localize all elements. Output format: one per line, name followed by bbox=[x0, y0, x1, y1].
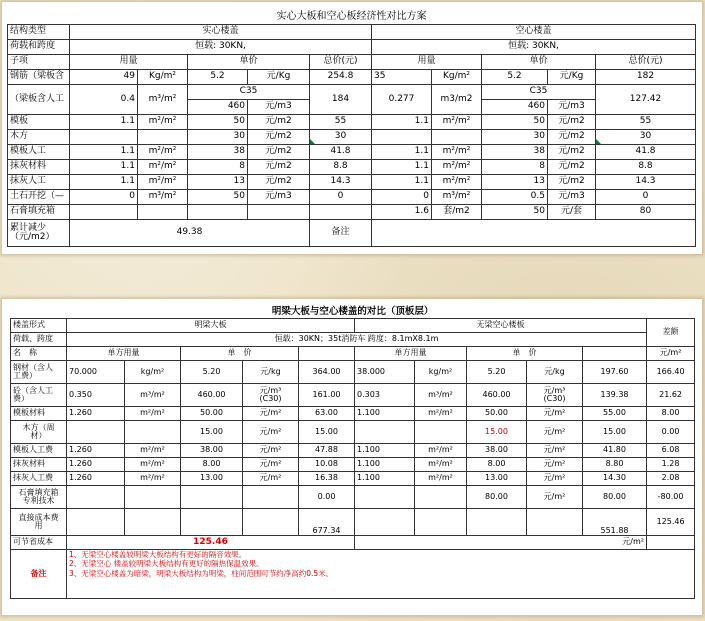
cell-unit: kg/m² bbox=[125, 361, 181, 384]
cell-price-unit: 元/m2 bbox=[248, 160, 310, 175]
blank-cell bbox=[467, 509, 527, 536]
header-price-a: 单 价 bbox=[181, 347, 299, 361]
cell-price-unit: 元/m3 bbox=[248, 100, 310, 115]
cell-total: 8.80 bbox=[583, 458, 647, 472]
header-total-solid: 总价(元) bbox=[310, 55, 372, 70]
table-row bbox=[11, 486, 695, 509]
cell-price: 50 bbox=[188, 115, 248, 130]
row-name: 模板人工费 bbox=[11, 444, 67, 458]
cell-unit: 套/m2 bbox=[432, 205, 482, 220]
cell-grade: C35 bbox=[188, 85, 310, 100]
cell-unit bbox=[415, 421, 467, 444]
cell-total: 41.80 bbox=[583, 444, 647, 458]
blank-cell bbox=[67, 509, 125, 536]
price-unit-line2: (C30) bbox=[543, 394, 566, 403]
cell-qty: 70.000 bbox=[67, 361, 125, 384]
cell-price: 38.00 bbox=[467, 444, 527, 458]
cell-price-unit: 元/套 bbox=[548, 205, 596, 220]
cell-total: 63.00 bbox=[299, 407, 355, 421]
row-name-line2: 工费） bbox=[13, 371, 37, 380]
cell-total: 8.8 bbox=[310, 160, 372, 175]
cell-total: 254.8 bbox=[310, 70, 372, 85]
header-qty-b: 单方用量 bbox=[355, 347, 467, 361]
cell-qty: 1.1 bbox=[70, 160, 138, 175]
header-blank-b bbox=[583, 347, 647, 361]
cell-total: 80 bbox=[596, 205, 696, 220]
cell-total: 364.00 bbox=[299, 361, 355, 384]
table-row bbox=[8, 85, 696, 100]
header-structure-type: 结构类型 bbox=[8, 25, 70, 40]
table-row bbox=[11, 407, 695, 421]
table-row bbox=[8, 160, 696, 175]
cell-price-unit: 元/m2 bbox=[548, 175, 596, 190]
cell-qty: 1.1 bbox=[372, 175, 432, 190]
cell-qty: 0.303 bbox=[355, 384, 415, 407]
table-row bbox=[11, 472, 695, 486]
cell-price: 8 bbox=[482, 160, 548, 175]
cell-total: 197.60 bbox=[583, 361, 647, 384]
cell-price: 5.2 bbox=[482, 70, 548, 85]
cumulative-label-line2: （元/m2） bbox=[10, 232, 55, 242]
cell-unit: m³/m² bbox=[125, 384, 181, 407]
cell-qty: 1.1 bbox=[70, 175, 138, 190]
cell-price: 13 bbox=[482, 175, 548, 190]
cell-price bbox=[188, 205, 248, 220]
row-name: 抹灰材料 bbox=[11, 458, 67, 472]
header-qty-hollow: 用量 bbox=[372, 55, 482, 70]
cell-total: 55.00 bbox=[583, 407, 647, 421]
note-item: 3、无梁空心楼盖为暗梁，明梁大板结构为明梁，柱间范围可节约净高约0.5米。 bbox=[69, 568, 334, 578]
cell-price: 30 bbox=[482, 130, 548, 145]
cell-price-unit: 元/m² bbox=[527, 421, 583, 444]
cell-price: 13.00 bbox=[181, 472, 243, 486]
cell-total: 30 bbox=[596, 130, 696, 145]
row-name bbox=[11, 361, 67, 384]
cell-price: 5.20 bbox=[181, 361, 243, 384]
row-name-line1: 钢材（含人 bbox=[13, 362, 53, 372]
row-name: 模板人工 bbox=[8, 145, 70, 160]
header-hollow-floor: 空心楼盖 bbox=[372, 25, 696, 40]
row-name: 土石开挖（— bbox=[8, 190, 70, 205]
cell-qty: 0 bbox=[372, 190, 432, 205]
cell-unit: m³/m² bbox=[432, 190, 482, 205]
cell-qty: 0 bbox=[70, 190, 138, 205]
cell-qty: 35 bbox=[372, 70, 432, 85]
table-row bbox=[8, 175, 696, 190]
cell-price: 50 bbox=[482, 115, 548, 130]
header-price-hollow: 单价 bbox=[482, 55, 596, 70]
cell-price-unit: 元/m² bbox=[243, 444, 299, 458]
header-load-span: 荷载和跨度 bbox=[8, 40, 70, 55]
table-row bbox=[8, 115, 696, 130]
cell-unit: m²/m² bbox=[138, 145, 188, 160]
table-row bbox=[8, 205, 696, 220]
header-hollow-slab: 无梁空心楼板 bbox=[355, 319, 647, 333]
price-unit-line1: 元/m³ bbox=[543, 385, 566, 395]
cell-price-unit: 元/m² bbox=[527, 444, 583, 458]
cell-total: 16.38 bbox=[299, 472, 355, 486]
cell-unit: m²/m² bbox=[432, 175, 482, 190]
cell-price: 8.00 bbox=[467, 458, 527, 472]
cell-unit: m²/m² bbox=[138, 160, 188, 175]
cell-price-unit: 元/m2 bbox=[548, 160, 596, 175]
cell-price: 5.20 bbox=[467, 361, 527, 384]
header-total-hollow: 总价(元) bbox=[596, 55, 696, 70]
cell-difference: 2.08 bbox=[647, 472, 695, 486]
cell-qty: 1.100 bbox=[355, 472, 415, 486]
row-name-line2: 材） bbox=[30, 431, 47, 440]
cell-price bbox=[181, 486, 243, 509]
row-name: （梁板含人工 bbox=[8, 85, 70, 115]
cell-unit: m²/m² bbox=[432, 160, 482, 175]
cell-unit: Kg/m² bbox=[138, 70, 188, 85]
solid-vs-hollow-table bbox=[7, 10, 696, 247]
beam-slab-vs-hollow-table bbox=[10, 305, 695, 599]
table-row bbox=[11, 361, 695, 384]
cell-price-unit: 元/m² bbox=[243, 407, 299, 421]
cell-price: 8 bbox=[188, 160, 248, 175]
cell-difference: 8.00 bbox=[647, 407, 695, 421]
cumulative-value: 49.38 bbox=[70, 220, 310, 247]
blank-cell bbox=[243, 509, 299, 536]
header-price-solid: 单价 bbox=[188, 55, 310, 70]
cell-price-unit: 元/m² bbox=[243, 458, 299, 472]
cell-price: 50.00 bbox=[181, 407, 243, 421]
row-name bbox=[11, 384, 67, 407]
header-price-b: 单 价 bbox=[467, 347, 583, 361]
cell-difference: 166.40 bbox=[647, 361, 695, 384]
cell-unit: m²/m² bbox=[138, 175, 188, 190]
cell-unit: m²/m² bbox=[432, 115, 482, 130]
cell-total: 8.8 bbox=[596, 160, 696, 175]
cell-difference: -80.00 bbox=[647, 486, 695, 509]
row-name-line1: 石膏填充箱 bbox=[18, 487, 59, 497]
table-row bbox=[8, 190, 696, 205]
table-row bbox=[8, 130, 696, 145]
cell-qty bbox=[70, 205, 138, 220]
direct-cost-row bbox=[11, 509, 695, 536]
cell-unit: m²/m² bbox=[125, 444, 181, 458]
cell-total: 15.00 bbox=[299, 421, 355, 444]
cell-price: 15.00 bbox=[467, 421, 527, 444]
note-item: 1、无梁空心楼盖较明梁大板结构有更好的隔音效果。 bbox=[69, 550, 247, 559]
cell-unit: m²/m² bbox=[125, 458, 181, 472]
header-item: 子项 bbox=[8, 55, 70, 70]
cell-unit: m²/m² bbox=[138, 115, 188, 130]
cell-unit: m³/m² bbox=[138, 85, 188, 115]
cell-qty: 1.260 bbox=[67, 407, 125, 421]
comparison-panel-bottom bbox=[2, 299, 702, 615]
comparison-panel-top bbox=[2, 2, 702, 254]
cell-price: 30 bbox=[188, 130, 248, 145]
cell-total: 182 bbox=[596, 70, 696, 85]
cell-total: 55 bbox=[310, 115, 372, 130]
cell-total: 127.42 bbox=[596, 85, 696, 115]
row-name: 抹灰人工费 bbox=[11, 472, 67, 486]
cell-price: 5.2 bbox=[188, 70, 248, 85]
table-row bbox=[11, 444, 695, 458]
row-name: 模板材料 bbox=[11, 407, 67, 421]
blank-cell bbox=[527, 509, 583, 536]
cell-total bbox=[310, 205, 372, 220]
savings-unit: 元/m² bbox=[355, 536, 647, 550]
cell-unit: m³/m² bbox=[415, 384, 467, 407]
cell-grade: C35 bbox=[482, 85, 596, 100]
row-name bbox=[11, 486, 67, 509]
cell-unit: m²/m² bbox=[125, 407, 181, 421]
row-name: 抹灰人工 bbox=[8, 175, 70, 190]
header-diff-unit: 元/m² bbox=[647, 347, 695, 361]
cell-price: 50 bbox=[482, 205, 548, 220]
savings-row bbox=[11, 536, 695, 550]
direct-cost-difference: 125.46 bbox=[647, 509, 695, 536]
header-floor-form: 楼盖形式 bbox=[11, 319, 67, 333]
cell-total: 0 bbox=[596, 190, 696, 205]
price-unit-line1: 元/m³ bbox=[259, 385, 282, 395]
cell-total: 0.00 bbox=[299, 486, 355, 509]
cumulative-row bbox=[8, 220, 696, 247]
note-item: 2、无梁空心 楼盖较明梁大板结构有更好的隔热保温效果。 bbox=[69, 559, 264, 569]
cell-unit: m²/m² bbox=[415, 458, 467, 472]
row-name-line2: 费） bbox=[13, 394, 29, 403]
direct-cost-a: 677.34 bbox=[299, 509, 355, 536]
cell-price-unit: 元/m2 bbox=[248, 175, 310, 190]
cell-total: 10.08 bbox=[299, 458, 355, 472]
cell-price-unit: 元/m2 bbox=[548, 130, 596, 145]
cell-total: 41.8 bbox=[596, 145, 696, 160]
cell-unit bbox=[138, 205, 188, 220]
cell-total: 47.88 bbox=[299, 444, 355, 458]
blank-cell bbox=[415, 509, 467, 536]
cell-price: 13 bbox=[188, 175, 248, 190]
load-solid: 恒载: 30KN, bbox=[70, 40, 372, 55]
load-hollow: 恒载: 30KN, bbox=[372, 40, 696, 55]
table-title: 明梁大板与空心楼盖的对比（顶板层） bbox=[271, 305, 434, 317]
cell-difference: 21.62 bbox=[647, 384, 695, 407]
row-name: 石膏填充箱 bbox=[8, 205, 70, 220]
cell-price-unit: 元/m² bbox=[527, 458, 583, 472]
row-name-line2: 专利技术 bbox=[22, 496, 55, 505]
cell-price-unit: 元/m3 bbox=[248, 190, 310, 205]
row-name-line2: 用 bbox=[34, 521, 43, 530]
cell-qty bbox=[355, 421, 415, 444]
cell-qty bbox=[67, 421, 125, 444]
note-label: 备注 bbox=[310, 220, 372, 247]
header-qty-a: 单方用量 bbox=[67, 347, 181, 361]
cell-unit: m³/m² bbox=[138, 190, 188, 205]
savings-value: 125.46 bbox=[67, 536, 355, 550]
cell-price-unit: 元/Kg bbox=[248, 70, 310, 85]
cell-total: 55 bbox=[596, 115, 696, 130]
row-name: 抹灰材料 bbox=[8, 160, 70, 175]
cell-unit bbox=[125, 421, 181, 444]
cell-price-unit: 元/m3 bbox=[548, 190, 596, 205]
blank-cell bbox=[355, 509, 415, 536]
cell-price: 38.00 bbox=[181, 444, 243, 458]
cell-price-unit: 元/m2 bbox=[548, 115, 596, 130]
header-blank-a bbox=[299, 347, 355, 361]
cell-price-unit bbox=[527, 384, 583, 407]
notes-label: 备注 bbox=[11, 550, 67, 599]
row-name-line1: 直接成本费 bbox=[18, 512, 59, 522]
cell-qty: 0.350 bbox=[67, 384, 125, 407]
cell-price: 38 bbox=[188, 145, 248, 160]
cell-price-unit: 元/m² bbox=[243, 472, 299, 486]
table-row bbox=[11, 384, 695, 407]
cell-unit bbox=[138, 130, 188, 145]
row-name-line1: 砼（含人工 bbox=[13, 385, 53, 395]
row-name bbox=[11, 421, 67, 444]
cell-unit bbox=[432, 130, 482, 145]
table-row bbox=[8, 145, 696, 160]
cell-price-unit: 元/m² bbox=[527, 407, 583, 421]
cell-unit: m²/m² bbox=[125, 472, 181, 486]
cell-qty: 0.4 bbox=[70, 85, 138, 115]
table-row bbox=[8, 70, 696, 85]
note-content bbox=[372, 220, 696, 247]
row-name: 钢筋（梁板含 bbox=[8, 70, 70, 85]
cell-difference: 0.00 bbox=[647, 421, 695, 444]
cell-difference: 6.08 bbox=[647, 444, 695, 458]
load-span-text: 恒载：30KN；35t消防车 跨度：8.1mX8.1m bbox=[67, 333, 647, 347]
row-name: 木方 bbox=[8, 130, 70, 145]
cell-qty: 1.1 bbox=[372, 115, 432, 130]
table-title: 实心大板和空心板经济性对比方案 bbox=[276, 10, 427, 22]
cell-price-unit: 元/m² bbox=[243, 421, 299, 444]
blank-cell bbox=[125, 509, 181, 536]
cell-qty bbox=[67, 486, 125, 509]
cell-total: 14.30 bbox=[583, 472, 647, 486]
cell-total: 41.8 bbox=[310, 145, 372, 160]
header-name: 名 称 bbox=[11, 347, 67, 361]
table-row bbox=[11, 421, 695, 444]
blank-cell bbox=[647, 536, 695, 550]
cell-price-unit: 元/m² bbox=[527, 486, 583, 509]
header-difference: 差额 bbox=[647, 319, 695, 347]
cell-qty: 38.000 bbox=[355, 361, 415, 384]
cell-qty: 1.1 bbox=[372, 145, 432, 160]
cell-total: 14.3 bbox=[310, 175, 372, 190]
cell-total: 184 bbox=[310, 85, 372, 115]
row-name-line1: 木方（周 bbox=[22, 422, 55, 432]
cell-price: 50.00 bbox=[467, 407, 527, 421]
cell-unit: m²/m² bbox=[415, 444, 467, 458]
cell-qty: 1.260 bbox=[67, 458, 125, 472]
cell-qty: 1.100 bbox=[355, 444, 415, 458]
cell-unit: m²/m² bbox=[415, 472, 467, 486]
cumulative-label bbox=[8, 220, 70, 247]
cell-price-unit: 元/m2 bbox=[248, 130, 310, 145]
cell-price: 460 bbox=[188, 100, 248, 115]
header-solid-floor: 实心楼盖 bbox=[70, 25, 372, 40]
cell-price-unit: 元/kg bbox=[243, 361, 299, 384]
cell-total: 0 bbox=[310, 190, 372, 205]
cell-qty: 1.100 bbox=[355, 407, 415, 421]
cell-price-unit: 元/m2 bbox=[248, 115, 310, 130]
cell-price: 50 bbox=[188, 190, 248, 205]
cell-qty: 1.1 bbox=[70, 115, 138, 130]
cell-unit: kg/m² bbox=[415, 361, 467, 384]
cell-price: 0.5 bbox=[482, 190, 548, 205]
cell-qty bbox=[355, 486, 415, 509]
cell-price: 38 bbox=[482, 145, 548, 160]
cell-price: 8.00 bbox=[181, 458, 243, 472]
row-name bbox=[11, 509, 67, 536]
cell-price-unit: 元/m2 bbox=[548, 145, 596, 160]
cell-price: 13.00 bbox=[467, 472, 527, 486]
cell-price-unit bbox=[248, 205, 310, 220]
cell-qty bbox=[372, 130, 432, 145]
row-name: 模板 bbox=[8, 115, 70, 130]
cell-price: 460.00 bbox=[467, 384, 527, 407]
cell-qty: 0.277 bbox=[372, 85, 432, 115]
cell-unit: Kg/m² bbox=[432, 70, 482, 85]
cell-qty: 1.1 bbox=[372, 160, 432, 175]
header-qty-solid: 用量 bbox=[70, 55, 188, 70]
cell-difference: 1.28 bbox=[647, 458, 695, 472]
cell-price: 15.00 bbox=[181, 421, 243, 444]
direct-cost-b: 551.88 bbox=[583, 509, 647, 536]
cell-qty bbox=[70, 130, 138, 145]
notes-row bbox=[11, 550, 695, 599]
blank-cell bbox=[181, 509, 243, 536]
cell-qty: 1.100 bbox=[355, 458, 415, 472]
cell-price-unit: 元/m² bbox=[527, 472, 583, 486]
cell-total: 14.3 bbox=[596, 175, 696, 190]
cell-qty: 49 bbox=[70, 70, 138, 85]
cell-price-unit bbox=[243, 384, 299, 407]
header-load-span: 荷载、跨度 bbox=[11, 333, 67, 347]
table-row bbox=[11, 458, 695, 472]
cell-qty: 1.1 bbox=[70, 145, 138, 160]
cell-total: 30 bbox=[310, 130, 372, 145]
cell-unit: m3/m2 bbox=[432, 85, 482, 115]
cell-price-unit: 元/m2 bbox=[248, 145, 310, 160]
cell-price: 80.00 bbox=[467, 486, 527, 509]
cell-total: 80.00 bbox=[583, 486, 647, 509]
cell-total: 161.00 bbox=[299, 384, 355, 407]
price-unit-line2: (C30) bbox=[259, 394, 282, 403]
cell-unit bbox=[415, 486, 467, 509]
cell-total: 15.00 bbox=[583, 421, 647, 444]
cell-price-unit: 元/m3 bbox=[548, 100, 596, 115]
header-beam-slab: 明梁大板 bbox=[67, 319, 355, 333]
savings-label: 可节省成本 bbox=[11, 536, 67, 550]
cell-price-unit: 元/kg bbox=[527, 361, 583, 384]
cell-price-unit bbox=[243, 486, 299, 509]
cell-unit: m²/m² bbox=[415, 407, 467, 421]
cumulative-label-line1: 累计减少 bbox=[10, 222, 47, 233]
cell-price: 460.00 bbox=[181, 384, 243, 407]
cell-unit bbox=[125, 486, 181, 509]
cell-qty: 1.6 bbox=[372, 205, 432, 220]
cell-price: 460 bbox=[482, 100, 548, 115]
cell-qty: 1.260 bbox=[67, 472, 125, 486]
cell-qty: 1.260 bbox=[67, 444, 125, 458]
cell-total: 139.38 bbox=[583, 384, 647, 407]
cell-unit: m²/m² bbox=[432, 145, 482, 160]
cell-price-unit: 元/Kg bbox=[548, 70, 596, 85]
notes-content bbox=[67, 550, 695, 599]
